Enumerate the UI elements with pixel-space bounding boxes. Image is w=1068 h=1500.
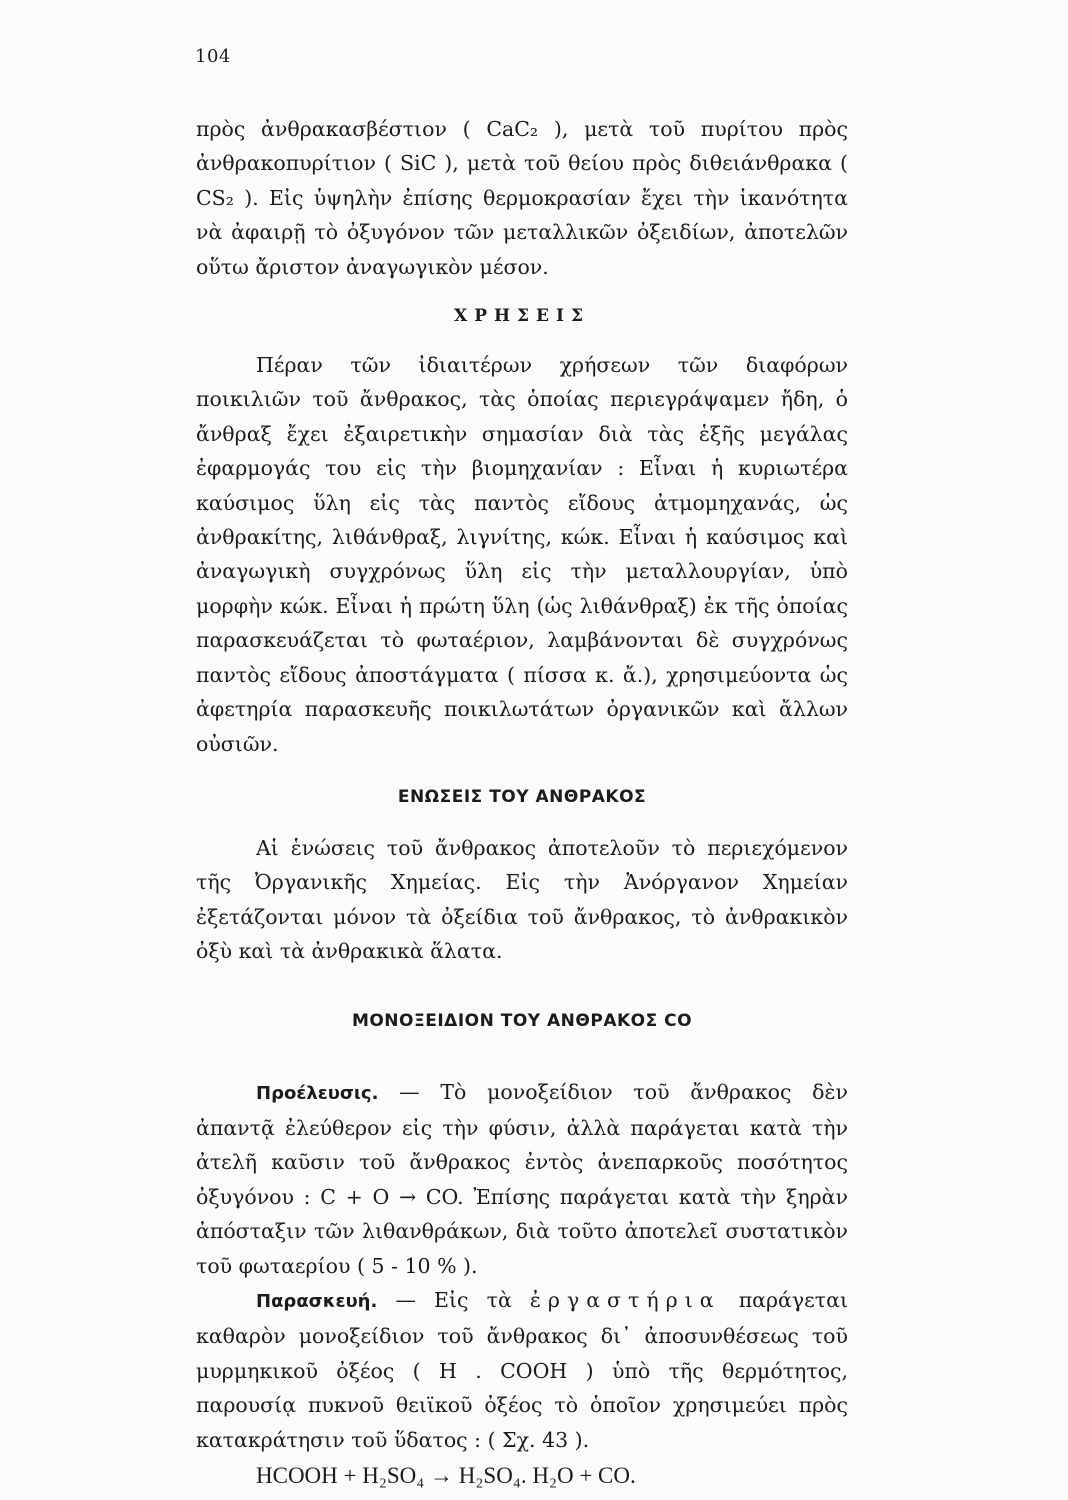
- paragraph-compounds: Αἱ ἑνώσεις τοῦ ἄνθρακος ἀποτελοῦν τὸ περιεχόμενον τῆς Ὀργανικῆς Χημείας. Εἰς τὴν Ἀνόργανον Χημείαν ἐξετάζονται μόνον τὰ ὀξείδια τοῦ ἄνθρακος, τὸ ἀνθρακικὸν ὀξὺ καὶ τὰ ἀνθρακικὰ ἅλατα.: [196, 835, 848, 964]
- paragraph-origin: [196, 1075, 848, 1283]
- heading-carbon-monoxide: ΜΟΝΟΞΕΙΔΙΟΝ ΤΟΥ ΑΝΘΡΑΚΟΣ CO: [351, 1010, 693, 1031]
- preparation-text-b: παράγεται καθαρὸν μονοξείδιον τοῦ ἄνθρακος δι᾽ ἀποσυνθέσεως τοῦ μυρμηκικοῦ ὀξέος ( H . COOH ) ὑπὸ τῆς θερμότητος, παρουσίᾳ πυκνοῦ θειϊκοῦ ὀξέος τὸ ὁποῖον χρησιμεύει πρὸς κατακράτησιν τοῦ ὕδατος : ( Σχ. 43 ).: [196, 1287, 848, 1452]
- origin-label: Προέλευσις.: [256, 1082, 379, 1104]
- paragraph-uses: Πέραν τῶν ἰδιαιτέρων χρήσεων τῶν διαφόρων ποικιλιῶν τοῦ ἄνθρακος, τὰς ὁποίας περιεγράψαμεν ἤδη, ὁ ἄνθραξ ἔχει ἐξαιρετικὴν σημασίαν διὰ τὰς ἑξῆς μεγάλας ἐφαρμογάς του εἰς τὴν βιομηχανίαν : Εἶναι ἡ κυριωτέρα καύσιμος ὕλη εἰς τὰς παντὸς εἴδους ἀτμομηχανάς, ὡς ἀνθρακίτης, λιθάνθραξ, λιγνίτης, κώκ. Εἶναι ἡ καύσιμος καὶ ἀναγωγικὴ συγχρόνως ὕλη εἰς τὴν μεταλλουργίαν, ὑπὸ μορφὴν κώκ. Εἶναι ἡ πρώτη ὕλη (ὡς λιθάνθραξ) ἐκ τῆς ὁποίας παρασκευάζεται τὸ φωταέριον, λαμβάνονται δὲ συγχρόνως παντὸς εἴδους ἀποστάγματα ( πίσσα κ. ἄ.), χρησιμεύοντα ὡς ἀφετηρία παρασκευῆς ποικιλωτάτων ὀργανικῶν καὶ ἄλλων οὐσιῶν.: [196, 353, 848, 756]
- paragraph-preparation: [196, 1283, 848, 1457]
- page-body: [196, 112, 848, 1493]
- origin-text: — Τὸ μονοξείδιον τοῦ ἄνθρακος δὲν ἀπαντᾷ ἐλεύθερον εἰς τὴν φύσιν, ἀλλὰ παράγεται κατὰ τὴν ἀτελῆ καῦσιν τοῦ ἄνθρακος ἐντὸς ἀνεπαρκοῦς ποσότητος ὀξυγόνου : C + O → CO. Ἐπίσης παράγεται κατὰ τὴν ξηρὰν ἀπόσταξιν τῶν λιθανθράκων, διὰ τοῦτο ἀποτελεῖ συστατικὸν τοῦ φωταερίου ( 5 - 10 % ).: [196, 1079, 848, 1278]
- paragraph-carbon-reactions: πρὸς ἀνθρακασβέστιον ( CaC₂ ), μετὰ τοῦ πυρίτου πρὸς ἀνθρακοπυρίτιον ( SiC ), μετὰ τοῦ θείου πρὸς διθειάνθρακα ( CS₂ ). Εἰς ὑψηλὴν ἐπίσης θερμοκρασίαν ἔχει τὴν ἱκανότητα νὰ ἀφαιρῇ τὸ ὀξυγόνον τῶν μεταλλικῶν ὀξειδίων, ἀποτελῶν οὕτω ἄριστον ἀναγωγικὸν μέσον.: [196, 117, 848, 279]
- reaction-formula: HCOOH + H₂SO₄ → H₂SO₄. H₂O + CO.: [256, 1463, 636, 1488]
- page-number: 104: [195, 46, 231, 67]
- preparation-text-a: — Εἰς τὰ: [377, 1287, 530, 1312]
- preparation-label: Παρασκευή.: [256, 1290, 378, 1312]
- preparation-spaced-word: ἐργαστήρια: [529, 1287, 721, 1312]
- heading-carbon-compounds: ΕΝΩΣΕΙΣ ΤΟΥ ΑΝΘΡΑΚΟΣ: [397, 786, 647, 807]
- heading-uses: ΧΡΗΣΕΙΣ: [454, 306, 590, 327]
